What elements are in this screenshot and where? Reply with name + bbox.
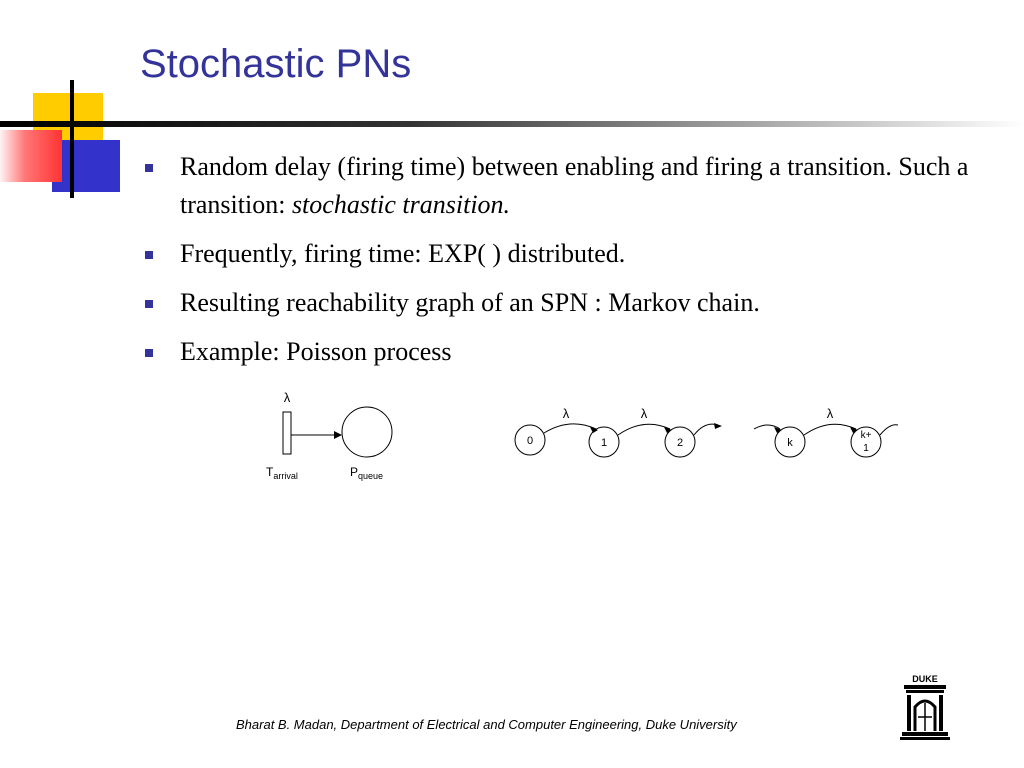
transition-label: T: [266, 465, 274, 479]
bullet-square-icon: [145, 349, 153, 357]
rate-label-1: λ: [640, 406, 648, 421]
transition-arc-k-kplus1: [804, 424, 856, 435]
bullet-item: Frequently, firing time: EXP( ) distributed.: [145, 235, 995, 273]
footer-text: Bharat B. Madan, Department of Electrical and Computer Engineering, Duke University: [236, 717, 737, 732]
duke-logo: [898, 673, 952, 741]
decor-blue-square: [52, 140, 120, 192]
logo-base: [902, 732, 948, 736]
logo-roof: [904, 685, 946, 689]
rate-label-k: λ: [826, 406, 834, 421]
bullet-item: Resulting reachability graph of an SPN : Markov chain.: [145, 284, 995, 322]
state-label-k: k: [787, 437, 793, 449]
state-label-k-plus: k+: [860, 430, 872, 441]
logo-step: [900, 737, 950, 740]
decor-red-square: [0, 130, 62, 182]
place-sub: queue: [358, 471, 384, 481]
logo-cornice: [906, 690, 944, 693]
transition-arc-0-1: [544, 424, 596, 433]
place-label: P: [350, 465, 359, 479]
transition-arc-1-2: [618, 424, 670, 435]
state-label-k-plus-one: 1: [863, 443, 869, 454]
title-rule: [0, 121, 1024, 127]
place-queue: [342, 407, 392, 457]
bullet-square-icon: [145, 251, 153, 259]
arc-arrowhead: [334, 431, 342, 439]
bullet-item: Random delay (firing time) between enabling and firing a transition. Such a transition: stochastic transition.: [145, 148, 995, 224]
arrowhead: [714, 423, 722, 429]
bullet-square-icon: [145, 300, 153, 308]
markov-chain-diagram: [500, 395, 900, 475]
svg-text:Pqueue: [350, 465, 383, 481]
state-label-1: 1: [600, 437, 608, 449]
decor-vertical-line: [70, 80, 74, 198]
slide-title: Stochastic PNs: [140, 42, 412, 86]
logo-column: [939, 695, 943, 731]
petri-rate-label: λ: [283, 390, 291, 405]
petri-net-diagram: [250, 385, 410, 495]
bullet-square-icon: [145, 164, 153, 172]
state-label-0: 0: [526, 435, 534, 447]
transition-arc-kplus1-more: [880, 425, 898, 435]
state-label-2: 2: [676, 437, 684, 449]
transition-arc-2-more: [694, 424, 718, 435]
logo-column: [907, 695, 911, 731]
transition-sub: arrival: [273, 471, 298, 481]
bullet-list: [145, 148, 995, 382]
transition-bar: [283, 412, 291, 454]
bullet-item: Example: Poisson process: [145, 333, 995, 371]
duke-logo-text: DUKE: [912, 674, 938, 684]
rate-label-0: λ: [562, 406, 570, 421]
svg-text:Tarrival: [266, 465, 298, 481]
